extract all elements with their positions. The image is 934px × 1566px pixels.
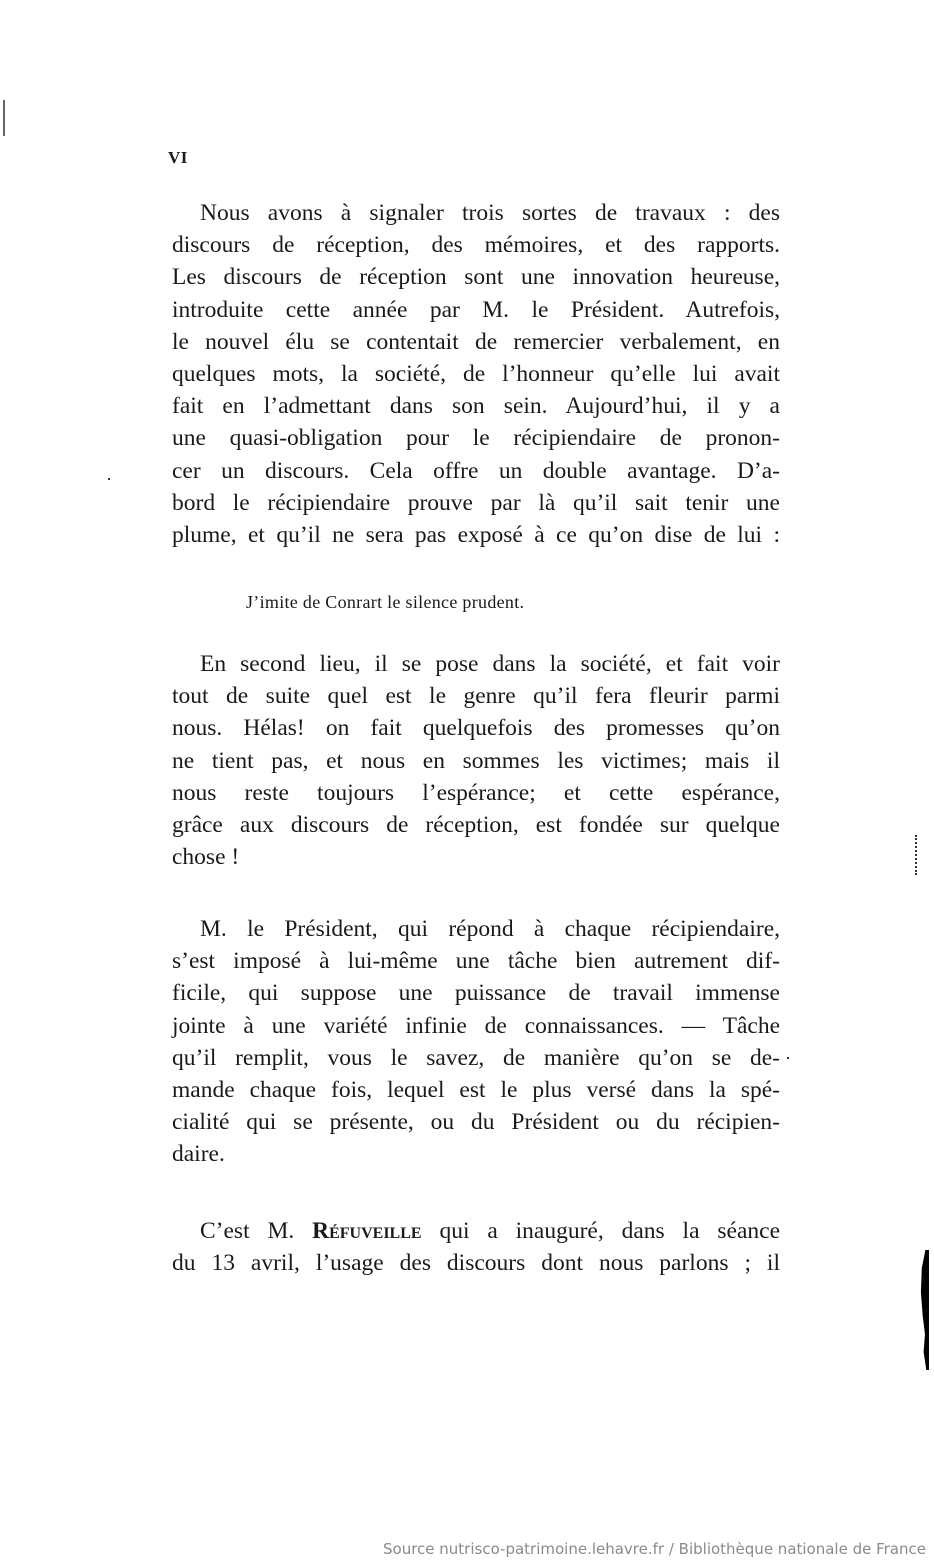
- paragraph-president: [172, 913, 780, 1171]
- text-line: jointe à une variété infinie de connaissances. — Tâche: [172, 1012, 780, 1039]
- text-line: plume, et qu’il ne sera pas exposé à ce qu’on dise de lui :: [172, 521, 780, 548]
- text-line: grâce aux discours de réception, est fondée sur quelque: [172, 811, 780, 838]
- scan-speck: [787, 1057, 789, 1059]
- verse-quote: J’imite de Conrart le silence prudent.: [246, 592, 525, 612]
- text-line: le nouvel élu se contentait de remercier verbalement, en: [172, 328, 780, 355]
- text-line: Nous avons à signaler trois sortes de travaux : des: [200, 200, 780, 226]
- scan-edge-mark: [3, 100, 5, 136]
- scan-speck: [108, 478, 110, 480]
- text-line: discours de réception, des mémoires, et des rapports.: [172, 232, 780, 259]
- text-fragment: qui a inauguré, dans la séance: [421, 1218, 781, 1244]
- page-number: VI: [168, 148, 188, 167]
- text-line: [172, 1215, 780, 1247]
- text-fragment: C’est M.: [200, 1218, 313, 1244]
- paragraph-types-of-work: [172, 197, 780, 551]
- text-line: mande chaque fois, lequel est le plus versé dans la spé-: [172, 1076, 780, 1103]
- text-line: introduite cette année par M. le Président. Autrefois,: [172, 296, 780, 323]
- text-line: bord le récipiendaire prouve par là qu’il sait tenir une: [172, 489, 780, 516]
- text-line: du 13 avril, l’usage des discours dont nous parlons ; il: [172, 1250, 780, 1277]
- person-name: Réfuveille: [312, 1218, 422, 1244]
- text-line: ne tient pas, et nous en sommes les victimes; mais il: [172, 747, 780, 774]
- text-line: En second lieu, il se pose dans la société, et fait voir: [200, 651, 780, 677]
- text-line: cialité qui se présente, ou du Président ou du récipien-: [172, 1109, 780, 1136]
- text-line: chose !: [172, 844, 240, 871]
- text-line: quelques mots, la société, de l’honneur qu’elle lui avait: [172, 360, 780, 387]
- scan-edge-shadow: [920, 1250, 929, 1370]
- text-line: fait en l’admettant dans son sein. Aujourd’hui, il y a: [172, 393, 780, 420]
- text-line: qu’il remplit, vous le savez, de manière qu’on se de-: [172, 1044, 780, 1071]
- text-line: nous. Hélas! on fait quelquefois des promesses qu’on: [172, 715, 780, 742]
- text-line: s’est imposé à lui-même une tâche bien autrement dif-: [172, 948, 780, 975]
- paragraph-second-point: [172, 648, 780, 873]
- text-line: ficile, qui suppose une puissance de travail immense: [172, 980, 780, 1007]
- text-line: nous reste toujours l’espérance; et cette espérance,: [172, 779, 780, 806]
- scan-edge-mark: [915, 835, 920, 875]
- text-line: M. le Président, qui répond à chaque récipiendaire,: [200, 916, 780, 942]
- text-line: tout de suite quel est le genre qu’il fera fleurir parmi: [172, 683, 780, 710]
- text-line: une quasi-obligation pour le récipiendaire de pronon-: [172, 425, 780, 452]
- text-line: daire.: [172, 1141, 225, 1168]
- paragraph-refuveille: [172, 1215, 780, 1279]
- text-line: Les discours de réception sont une innovation heureuse,: [172, 264, 780, 291]
- text-line: cer un discours. Cela offre un double avantage. D’a-: [172, 457, 780, 484]
- source-attribution: Source nutrisco-patrimoine.lehavre.fr / Bibliothèque nationale de France: [383, 1540, 926, 1558]
